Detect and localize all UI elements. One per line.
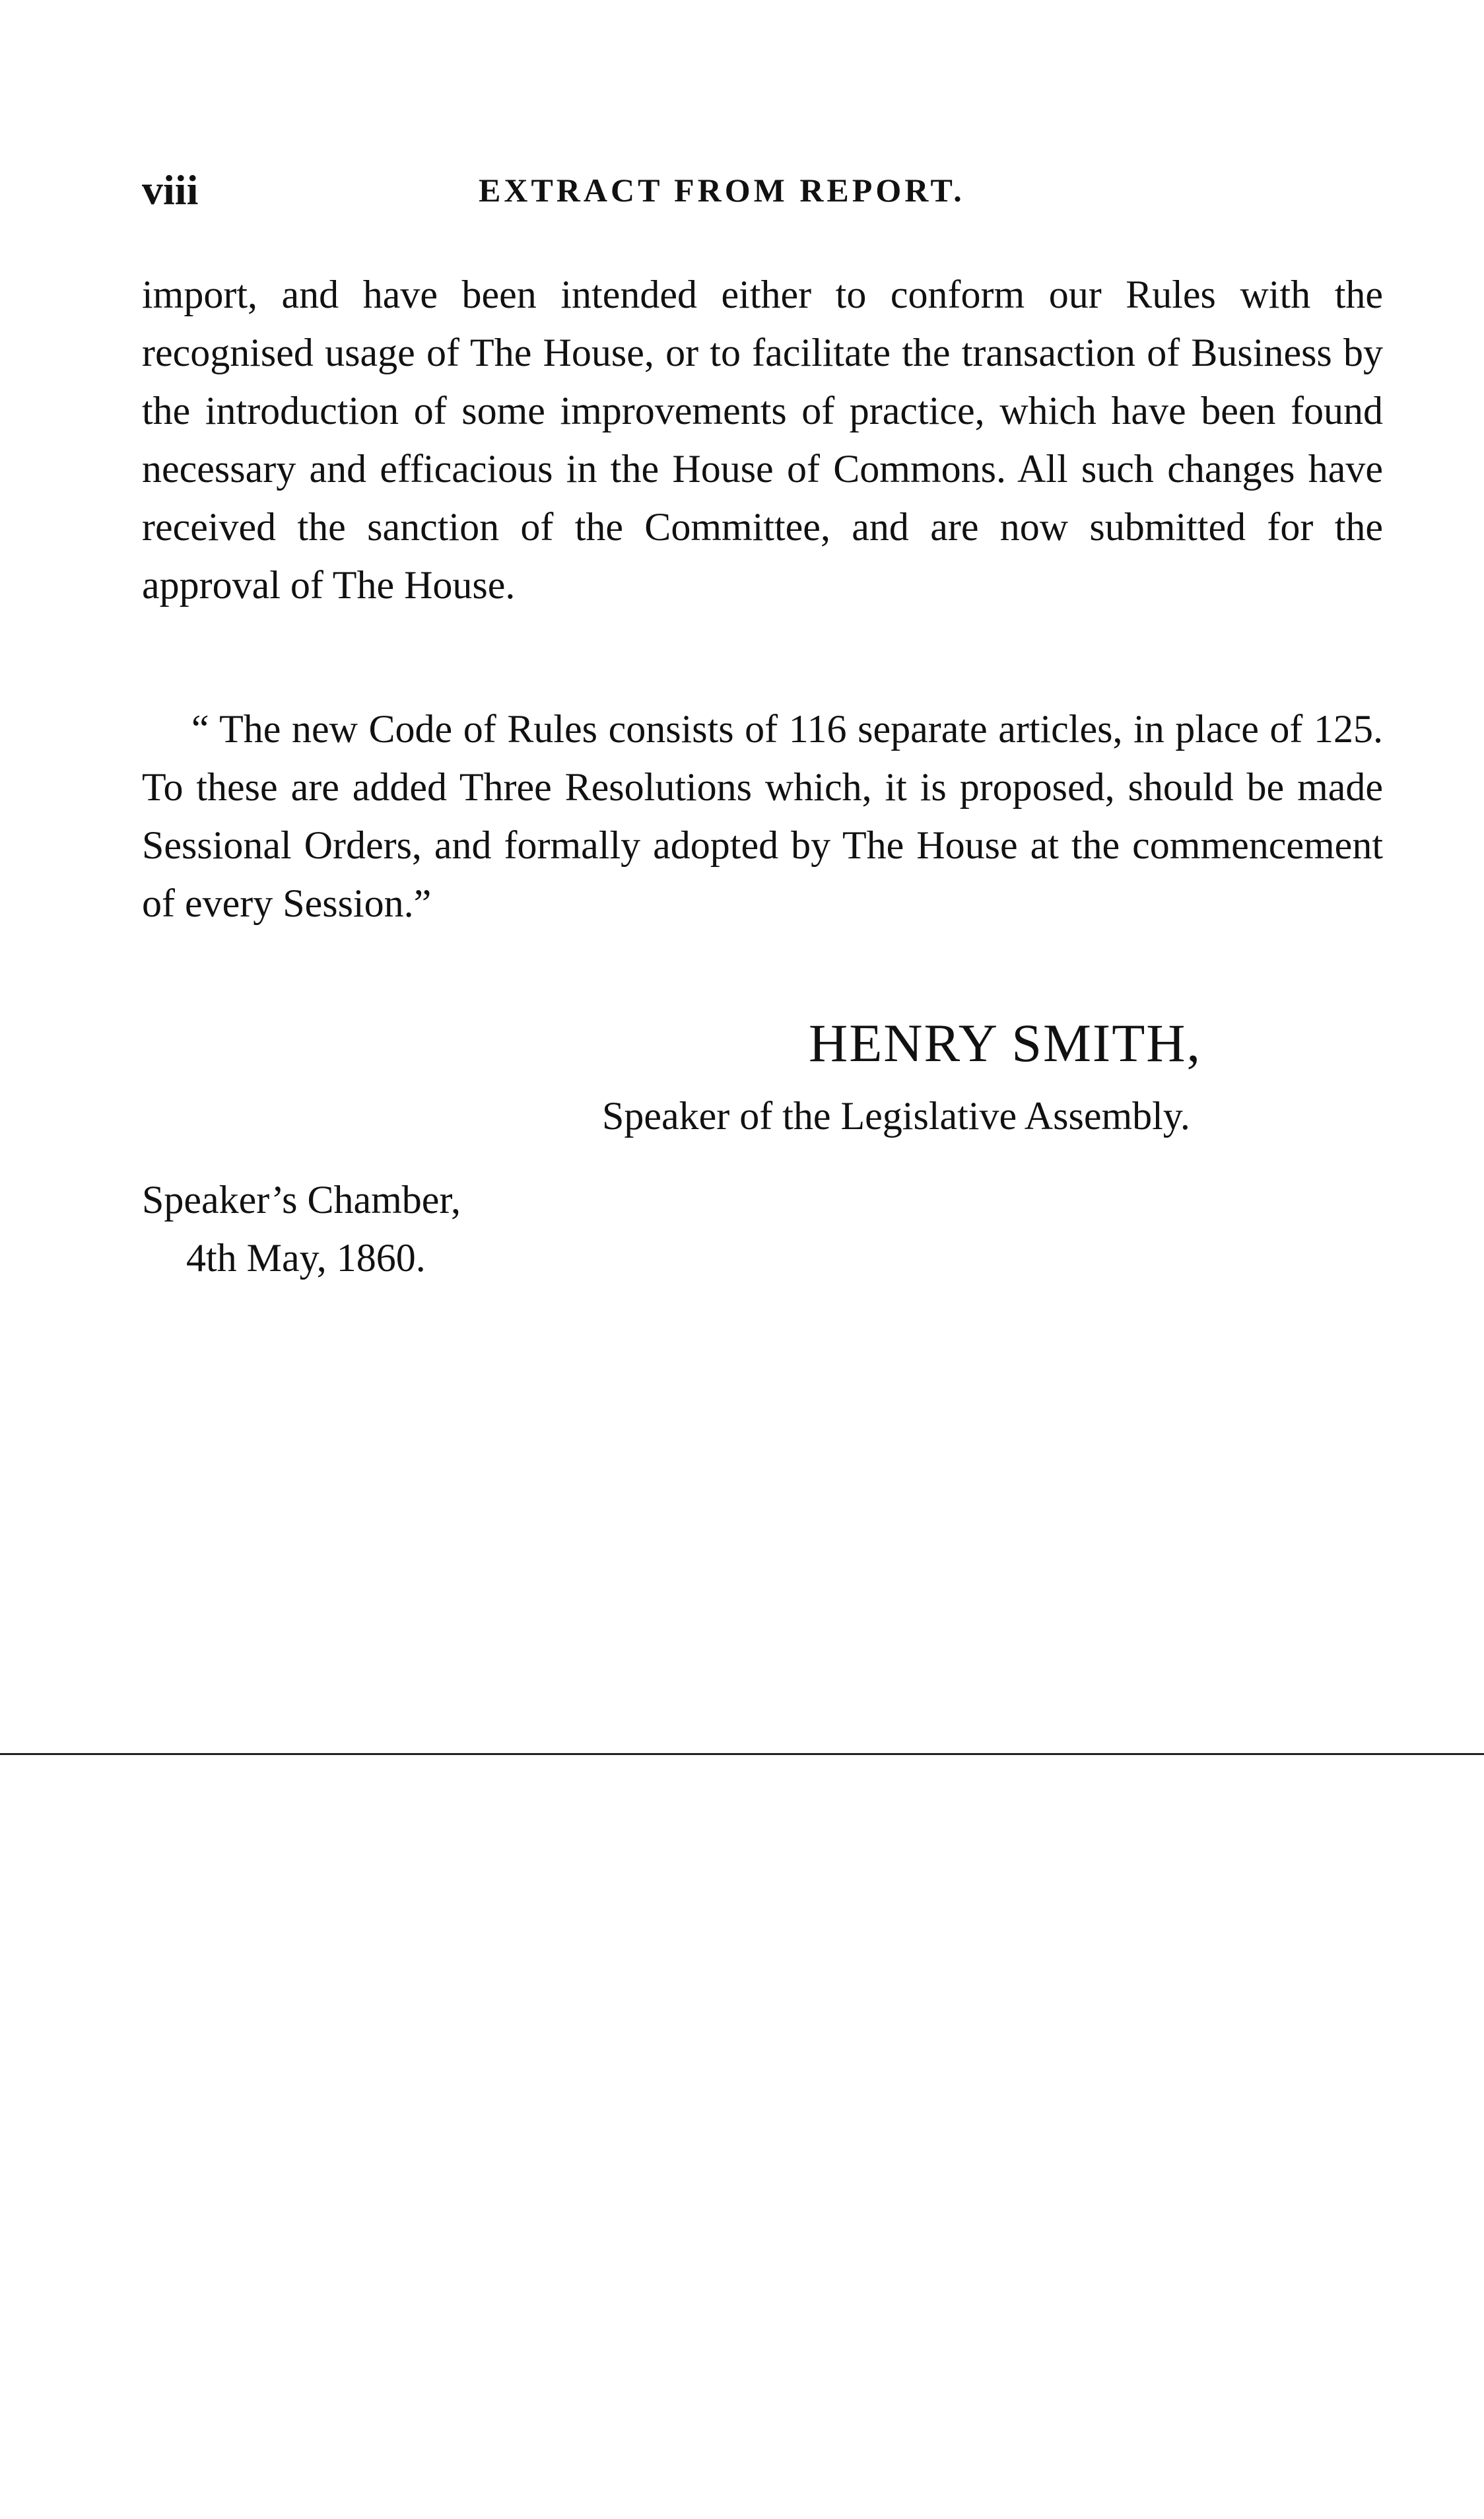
paragraph-quotation: “ The new Code of Rules consists of 116 separate articles, in place of 125. To these are added Three Resolutions which, it is proposed, should be made Sessional Orders, and formally adopted by The House at the commencement of every Session.”	[142, 707, 1383, 925]
paragraph-continuation: import, and have been intended either to conform our Rules with the recognised usage of The House, or to facilitate the transaction of Business by the introduction of some improvements of practice, which have been found necessary and efficacious in the House of Commons. All such changes have received the sanction of the Committee, and are now submitted for the approval of The House.	[142, 273, 1383, 607]
dateline-date: 4th May, 1860.	[186, 1236, 426, 1280]
signature-title: Speaker of the Legislative Assembly.	[602, 1094, 1190, 1138]
page-divider-rule	[0, 1753, 1484, 1755]
signature-name: HENRY SMITH,	[809, 1013, 1201, 1073]
page-number: viii	[142, 166, 199, 213]
dateline-place: Speaker’s Chamber,	[142, 1178, 461, 1222]
running-head: EXTRACT FROM REPORT.	[479, 172, 965, 209]
page-header	[142, 164, 1383, 217]
